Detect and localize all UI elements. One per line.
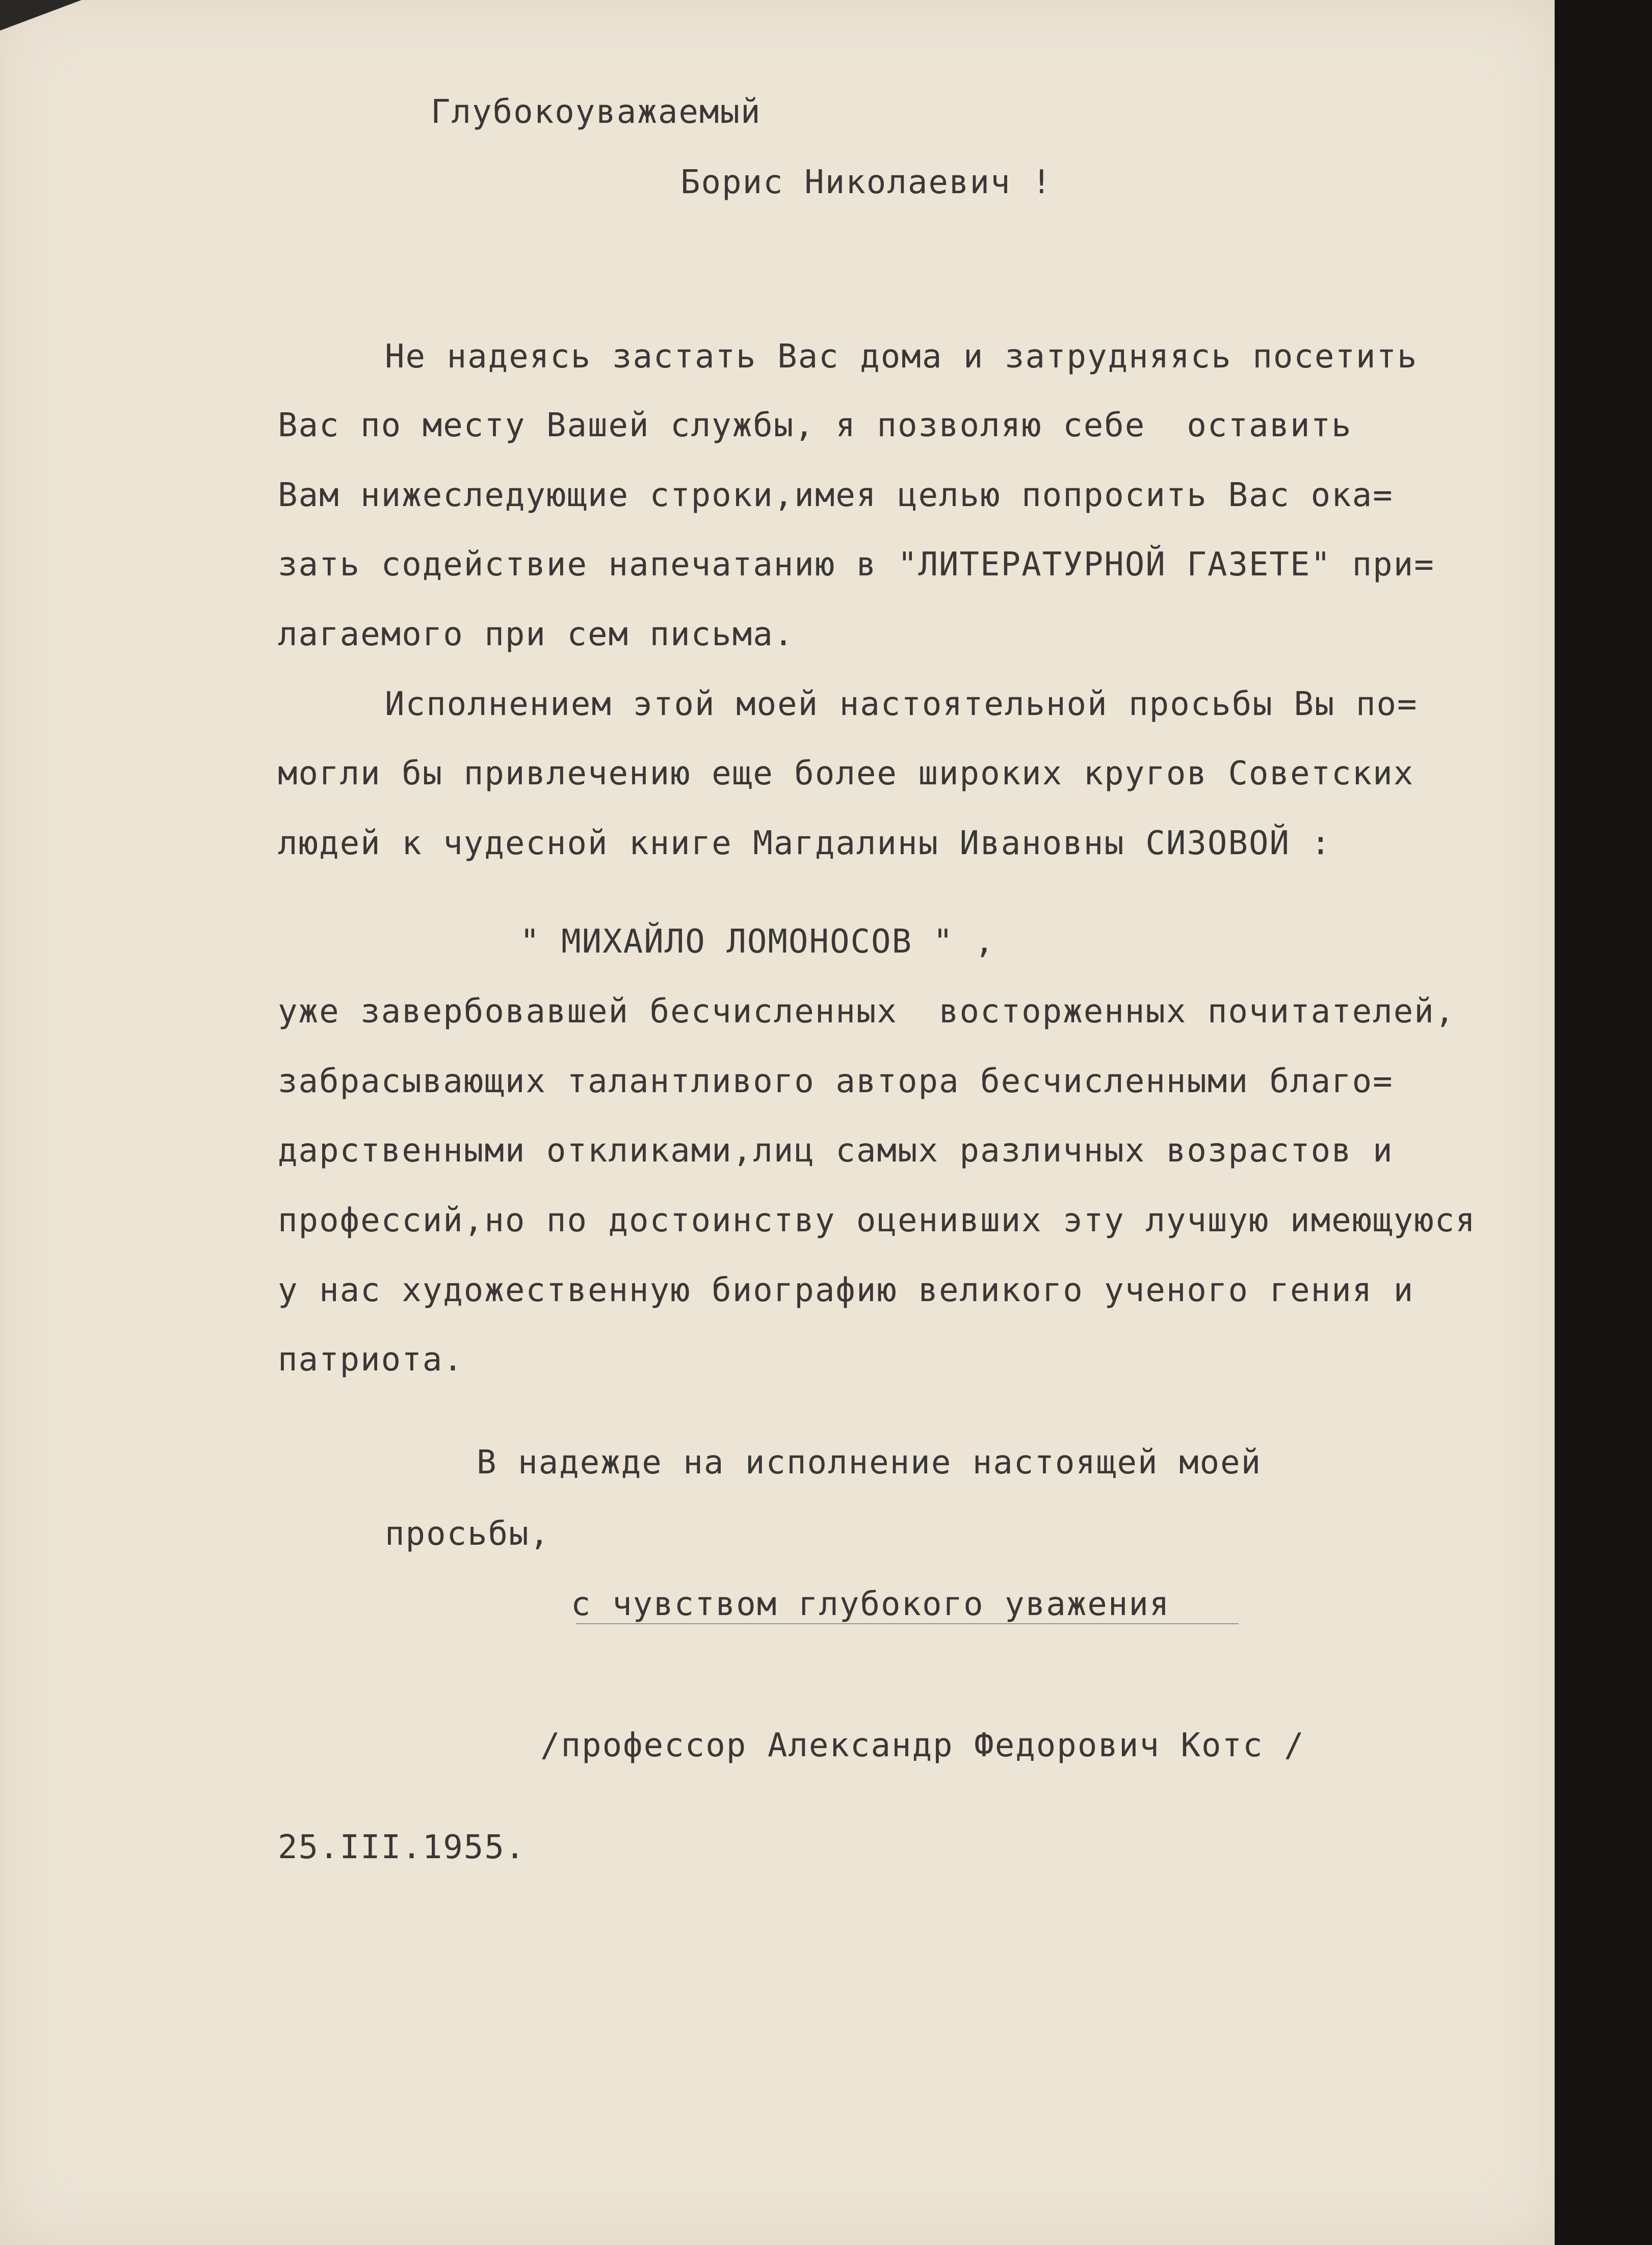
scan-edge-shadow xyxy=(1555,0,1652,2245)
closing-line-2: просьбы, xyxy=(385,1515,550,1553)
salutation-line-1: Глубокоуважаемый xyxy=(431,93,762,131)
paragraph-3-line: уже завербовавшей бесчисленных восторженных почитателей, xyxy=(278,993,1456,1031)
paragraph-2-line: людей к чудесной книге Магдалины Ивановны СИЗОВОЙ : xyxy=(278,825,1332,862)
signature: /профессор Александр Федорович Котс / xyxy=(540,1727,1305,1764)
paragraph-2-line: Исполнением этой моей настоятельной просьбы Вы по= xyxy=(385,685,1418,723)
paragraph-3-line: патриота. xyxy=(278,1341,464,1379)
paragraph-3-line: дарственными откликами,лиц самых различных возрастов и xyxy=(278,1132,1394,1170)
paragraph-2-line: могли бы привлечению еще более широких кругов Советских xyxy=(278,755,1414,793)
paragraph-3-line: у нас художественную биографию великого ученого гения и xyxy=(278,1272,1414,1309)
paragraph-1-line: лагаемого при сем письма. xyxy=(278,616,795,653)
paragraph-3-line: забрасывающих талантливого автора бесчисленными благо= xyxy=(278,1063,1394,1100)
paragraph-1-line: Вам нижеследующие строки,имея целью попросить Вас ока= xyxy=(278,477,1394,514)
paragraph-1-line: зать содействие напечатанию в "ЛИТЕРАТУРНОЙ ГАЗЕТЕ" при= xyxy=(278,546,1435,584)
closing-line-1: В надежде на исполнение настоящей моей xyxy=(477,1444,1262,1482)
torn-corner xyxy=(0,0,82,31)
closing-line-3: с чувством глубокого уважения xyxy=(571,1586,1170,1623)
salutation-line-2: Борис Николаевич ! xyxy=(680,164,1053,201)
book-title: " МИХАЙЛО ЛОМОНОСОВ " , xyxy=(520,923,995,961)
paragraph-3-line: профессий,но по достоинству оценивших эту лучшую имеющуюся xyxy=(278,1202,1476,1239)
paragraph-1-line: Не надеясь застать Вас дома и затрудняясь посетить xyxy=(385,338,1418,376)
paragraph-1-line: Вас по месту Вашей службы, я позволяю себе оставить xyxy=(278,407,1352,444)
date: 25.III.1955. xyxy=(278,1829,526,1866)
signature-underline xyxy=(576,1623,1239,1624)
